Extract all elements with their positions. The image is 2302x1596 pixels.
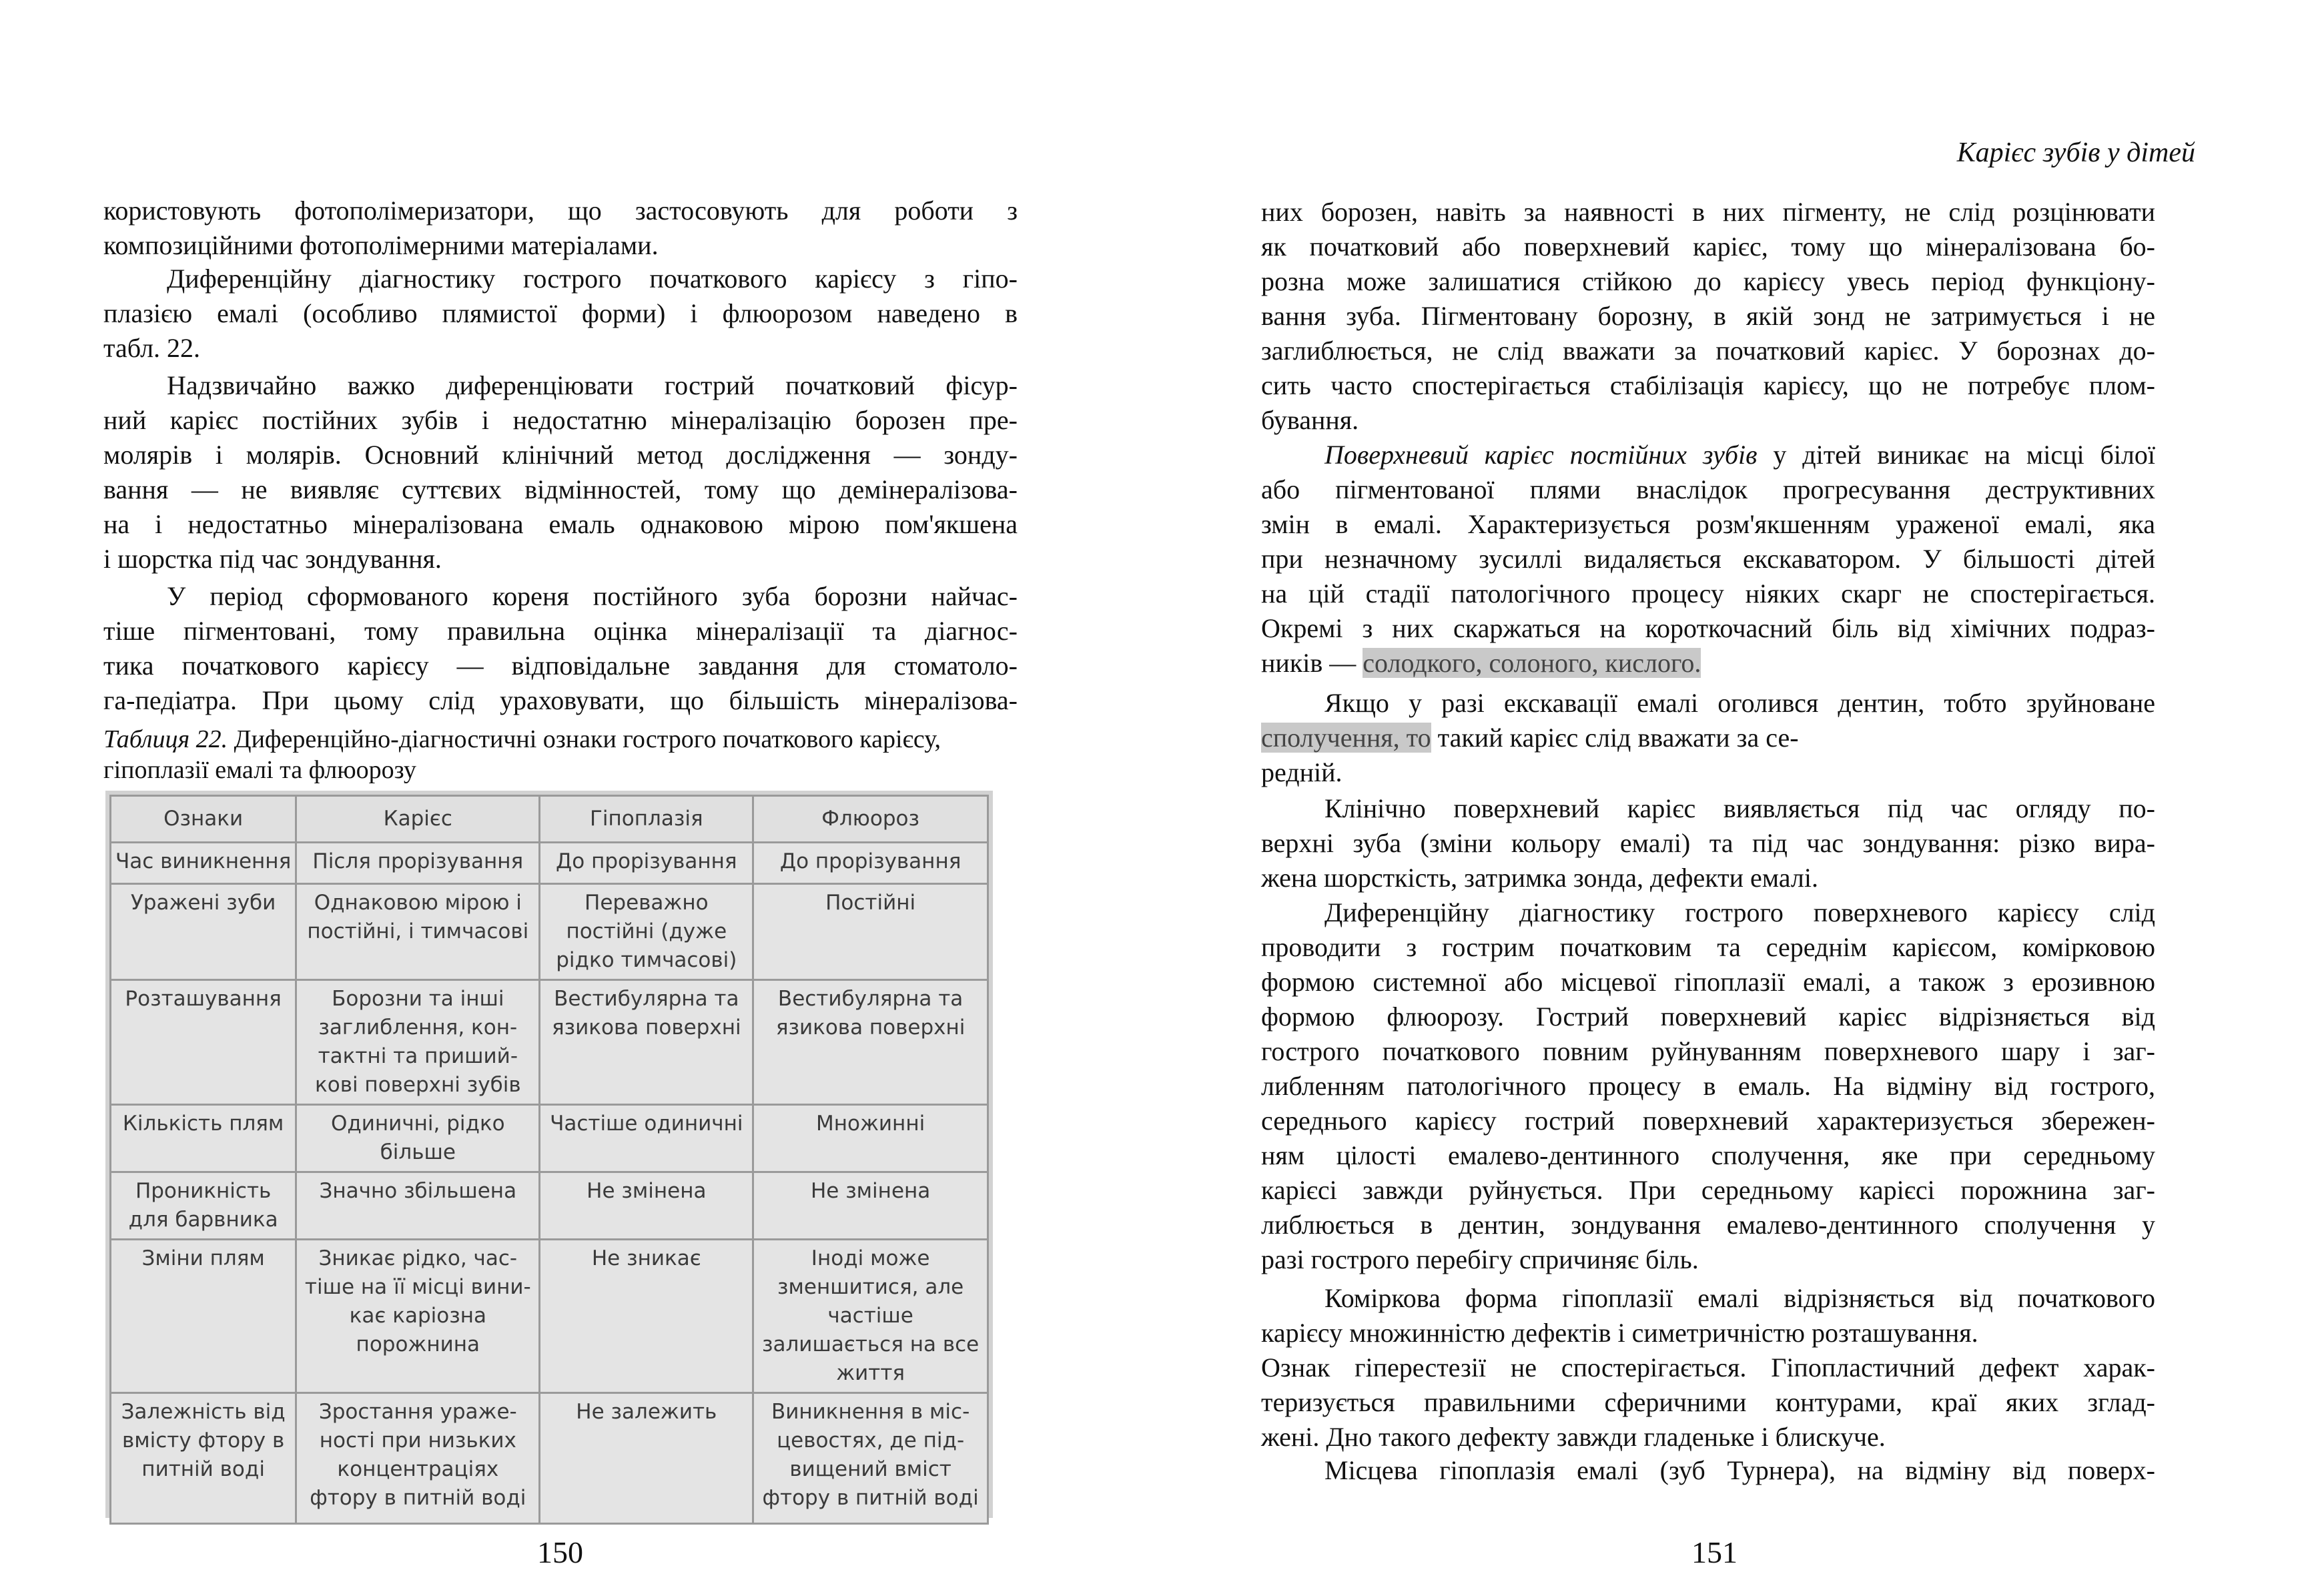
table-cell: Не зникає xyxy=(540,1240,753,1393)
diagnostic-table xyxy=(105,791,993,1518)
table-cell: Уражені зуби xyxy=(111,884,296,980)
table-cell: Вестибулярна та язикова поверхні xyxy=(540,980,753,1105)
table-row xyxy=(111,884,988,980)
table-header-row xyxy=(111,796,988,843)
right-paragraph: них борозен, навіть за наявності в них пігменту, не слід розцінювати як початковий або поверхневий карієс, тому що мінералізована бо- розна може залишатися стійкою до карієсу увесь період функціону- вання зуба. Пігментовану борозну, в якій зонд не затримується і не заглиблюється, не слід вважати за початковий карієс. У борознах до- сить часто спостерігається стабілізація карієсу, що не потребує плом- бування. xyxy=(1261,197,2155,435)
table-cell: Зміни плям xyxy=(111,1240,296,1393)
right-paragraph: Поверхневий карієс постійних зубів у дітей виникає на місці білої або пігментованої плями внаслідок прогресування деструктивних змін в емалі. Характеризується розм'якшенням ураженої емалі, яка при незначному зусиллі видаляється екскаватором. У більшості дітей на цій стадії патологічного процесу ніяких скарг не спостерігається. Окремі з них скаржаться на короткочасний біль від хімічних подраз- ників — солодкого, солоного, кислого. xyxy=(1261,440,2156,678)
table-cell: Залежність від вмісту фтору в питній воді xyxy=(111,1393,296,1524)
right-page xyxy=(1151,0,2302,1596)
page-number: 151 xyxy=(1691,1535,1738,1569)
table-row xyxy=(111,1240,988,1393)
term-italic: Поверхневий карієс постійних зубів xyxy=(1324,440,1758,470)
right-paragraph: Клінічно поверхневий карієс виявляється під час огляду по- верхні зуба (зміни кольору емалі) та під час зондування: різко вира- жена шорсткість, затримка зонда, дефекти емалі. xyxy=(1261,793,2155,893)
highlighted-text: сполучення, то xyxy=(1261,723,1431,753)
page-number: 150 xyxy=(537,1535,583,1569)
table-cell: Час виникнення xyxy=(111,843,296,884)
table-cell: До прорізування xyxy=(753,843,988,884)
table-header-cell: Флюороз xyxy=(753,796,988,843)
table-cell: Виникнення в міс- цевостях, де під- вищений вміст фтору в питній воді xyxy=(753,1393,988,1524)
table-cell: Не змінена xyxy=(540,1172,753,1240)
running-head: Карієс зубів у дітей xyxy=(1956,137,2195,168)
table-cell: Зростання ураже- ності при низьких концентраціях фтору в питній воді xyxy=(296,1393,540,1524)
table-header-cell: Гіпоплазія xyxy=(540,796,753,843)
table-cell: Борозни та інші заглиблення, кон- тактні та приший- кові поверхні зубів xyxy=(296,980,540,1105)
table-row xyxy=(111,1172,988,1240)
table-cell: Одиничні, рідко більше xyxy=(296,1105,540,1172)
table-cell: Проникність для барвника xyxy=(111,1172,296,1240)
table-cell: До прорізування xyxy=(540,843,753,884)
left-paragraph: користовують фотополімеризатори, що застосовують для роботи з композиційними фотополімерними матеріалами. xyxy=(103,195,1018,260)
left-paragraph: Диференційну діагностику гострого початкового карієсу з гіпо- плазією емалі (особливо плямистої форми) і флюорозом наведено в табл. 22. xyxy=(103,264,1018,363)
table-cell: Постійні xyxy=(753,884,988,980)
table-row xyxy=(111,843,988,884)
table-cell: Іноді може зменшитися, але частіше залишається на все життя xyxy=(753,1240,988,1393)
table-header-cell: Ознаки xyxy=(111,796,296,843)
table-cell: Розташування xyxy=(111,980,296,1105)
table-cell: Значно збільшена xyxy=(296,1172,540,1240)
table-row xyxy=(111,980,988,1105)
right-paragraph: Місцева гіпоплазія емалі (зуб Турнера), на відміну від поверх- xyxy=(1324,1455,2155,1485)
table-cell: Частіше одиничні xyxy=(540,1105,753,1172)
table-cell: Зникає рідко, час- тіше на її місці вини- кає каріозна порожнина xyxy=(296,1240,540,1393)
table-cell: Не змінена xyxy=(753,1172,988,1240)
table-header-cell: Карієс xyxy=(296,796,540,843)
table-cell: Множинні xyxy=(753,1105,988,1172)
left-paragraph: Надзвичайно важко диференціювати гострий початковий фісур- ний карієс постійних зубів і недостатню мінералізацію борозен пре- молярів і молярів. Основний клінічний метод дослідження — зонду- вання — не виявляє суттєвих відмінностей, тому що демінералізова- на і недостатньо мінералізована емаль однаковою мірою пом'якшена і шорстка під час зондування. xyxy=(103,370,1018,574)
right-paragraph: Коміркова форма гіпоплазії емалі відрізняється від початкового карієсу множинністю дефектів і симетричністю розташування. Ознак гіперестезії не спостерігається. Гіпопластичний дефект харак- теризується правильними сферичними контурами, краї яких зглад- жені. Дно такого дефекту завжди гладеньке і блискуче. xyxy=(1261,1283,2155,1452)
table-cell: Не залежить xyxy=(540,1393,753,1524)
table-row xyxy=(111,1393,988,1524)
table-cell: Після прорізування xyxy=(296,843,540,884)
right-paragraph: Диференційну діагностику гострого поверхневого карієсу слід проводити з гострим початковим та середнім карієсом, комірковою формою системної або місцевої гіпоплазії емалі, а також з ерозивною формою флюорозу. Гострий поверхневий карієс відрізняється від гострого початкового повним руйнуванням поверхневого шару і заг- либленням патологічного процесу в емаль. На відміну від гострого, середнього карієсу гострий поверхневий характеризується збережен- ням цілості емалево-дентинного сполучення, яке при середньому карієсі завжди руйнується. При середньому карієсі порожнина заг- либлюється в дентин, зондування емалево-дентинного сполучення у разі гострого перебігу спричиняє біль. xyxy=(1261,897,2155,1274)
table-cell: Вестибулярна та язикова поверхні xyxy=(753,980,988,1105)
left-paragraph: У період сформованого кореня постійного зуба борозни найчас- тіше пігментовані, тому правильна оцінка мінералізації та діагнос- тика початкового карієсу — відповідальне завдання для стоматоло- га-педіатра. При цьому слід ураховувати, що більшість мінералізова- xyxy=(103,581,1018,715)
table-row xyxy=(111,1105,988,1172)
table-cell: Переважно постійні (дуже рідко тимчасові) xyxy=(540,884,753,980)
table-cell: Однаковою мірою і постійні, і тимчасові xyxy=(296,884,540,980)
table-caption-label: Таблиця 22. xyxy=(103,725,228,753)
table-cell: Кількість плям xyxy=(111,1105,296,1172)
table-caption: Таблиця 22. Диференційно-діагностичні ознаки гострого початкового карієсу, гіпоплазії емалі та флюорозу xyxy=(103,725,941,784)
right-paragraph: Якщо у разі екскавації емалі оголився дентин, тобто зруйноване сполучення, то такий карієс слід вважати за се- редній. xyxy=(1261,688,2155,787)
highlighted-text: солодкого, солоного, кислого. xyxy=(1363,648,1701,678)
